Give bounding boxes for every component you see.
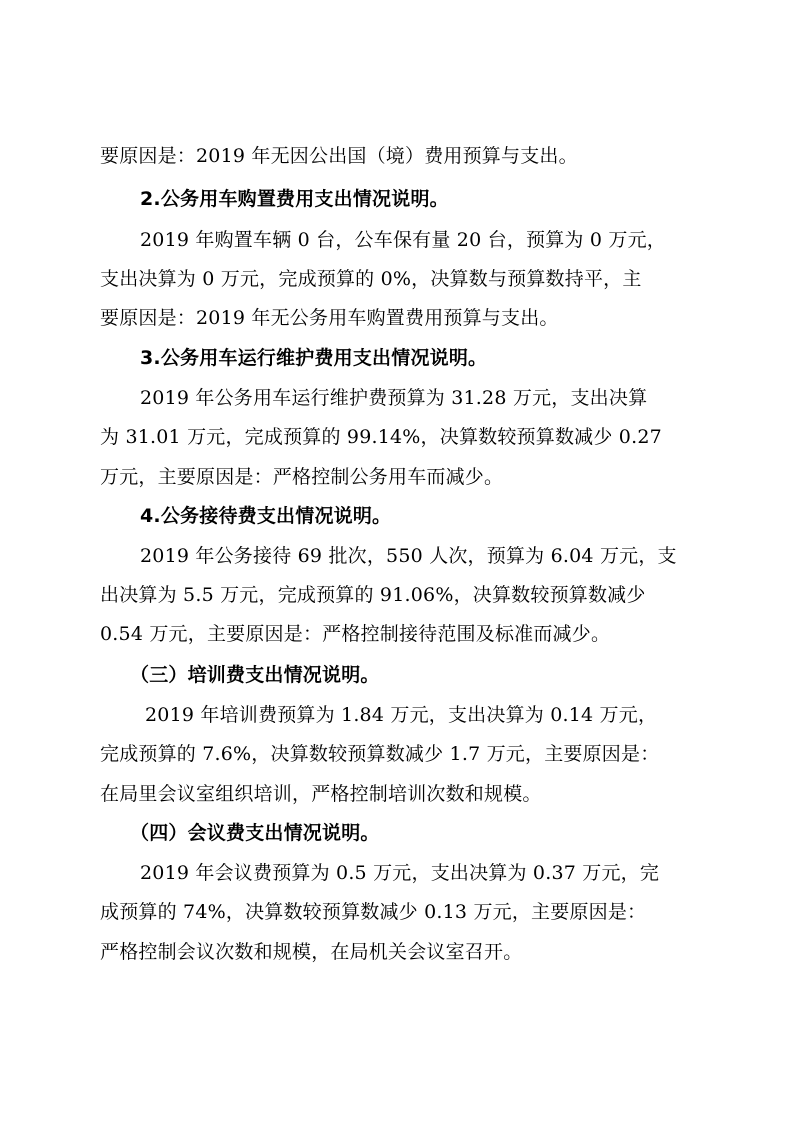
body-text-line: 在局里会议室组织培训，严格控制培训次数和规模。 [100, 783, 542, 805]
section-heading: （四）会议费支出情况说明。 [130, 822, 380, 844]
body-text-line: 2019 年公务用车运行维护费预算为 31.28 万元，支出决算 [140, 387, 648, 409]
body-text-line: 万元，主要原因是：严格控制公务用车而减少。 [100, 466, 504, 488]
body-text-line: 要原因是：2019 年无公务用车购置费用预算与支出。 [100, 307, 559, 329]
section-heading: 2.公务用车购置费用支出情况说明。 [140, 188, 449, 210]
body-text-line: 为 31.01 万元，完成预算的 99.14%，决算数较预算数减少 0.27 [100, 426, 662, 448]
body-text-line: 支出决算为 0 万元，完成预算的 0%，决算数与预算数持平，主 [100, 268, 642, 290]
section-heading: 3.公务用车运行维护费用支出情况说明。 [140, 347, 488, 369]
body-text-line: 出决算为 5.5 万元，完成预算的 91.06%，决算数较预算数减少 [100, 584, 646, 606]
body-text-line: 严格控制会议次数和规模，在局机关会议室召开。 [100, 941, 523, 963]
body-text-line: 0.54 万元，主要原因是：严格控制接待范围及标准而减少。 [100, 623, 611, 645]
body-text-line: 2019 年培训费预算为 1.84 万元，支出决算为 0.14 万元， [145, 704, 658, 726]
body-text-line: 2019 年购置车辆 0 台，公车保有量 20 台，预算为 0 万元， [140, 229, 666, 251]
section-heading: （三）培训费支出情况说明。 [130, 664, 380, 686]
body-text-line: 完成预算的 7.6%，决算数较预算数减少 1.7 万元，主要原因是： [100, 743, 660, 765]
body-text-line: 2019 年会议费预算为 0.5 万元，支出决算为 0.37 万元，完 [140, 862, 660, 884]
section-heading: 4.公务接待费支出情况说明。 [140, 505, 392, 527]
body-text-line: 要原因是：2019 年无因公出国（境）费用预算与支出。 [100, 145, 578, 167]
body-text-line: 2019 年公务接待 69 批次，550 人次，预算为 6.04 万元，支 [140, 545, 677, 567]
body-text-line: 成预算的 74%，决算数较预算数减少 0.13 万元，主要原因是： [100, 901, 647, 923]
